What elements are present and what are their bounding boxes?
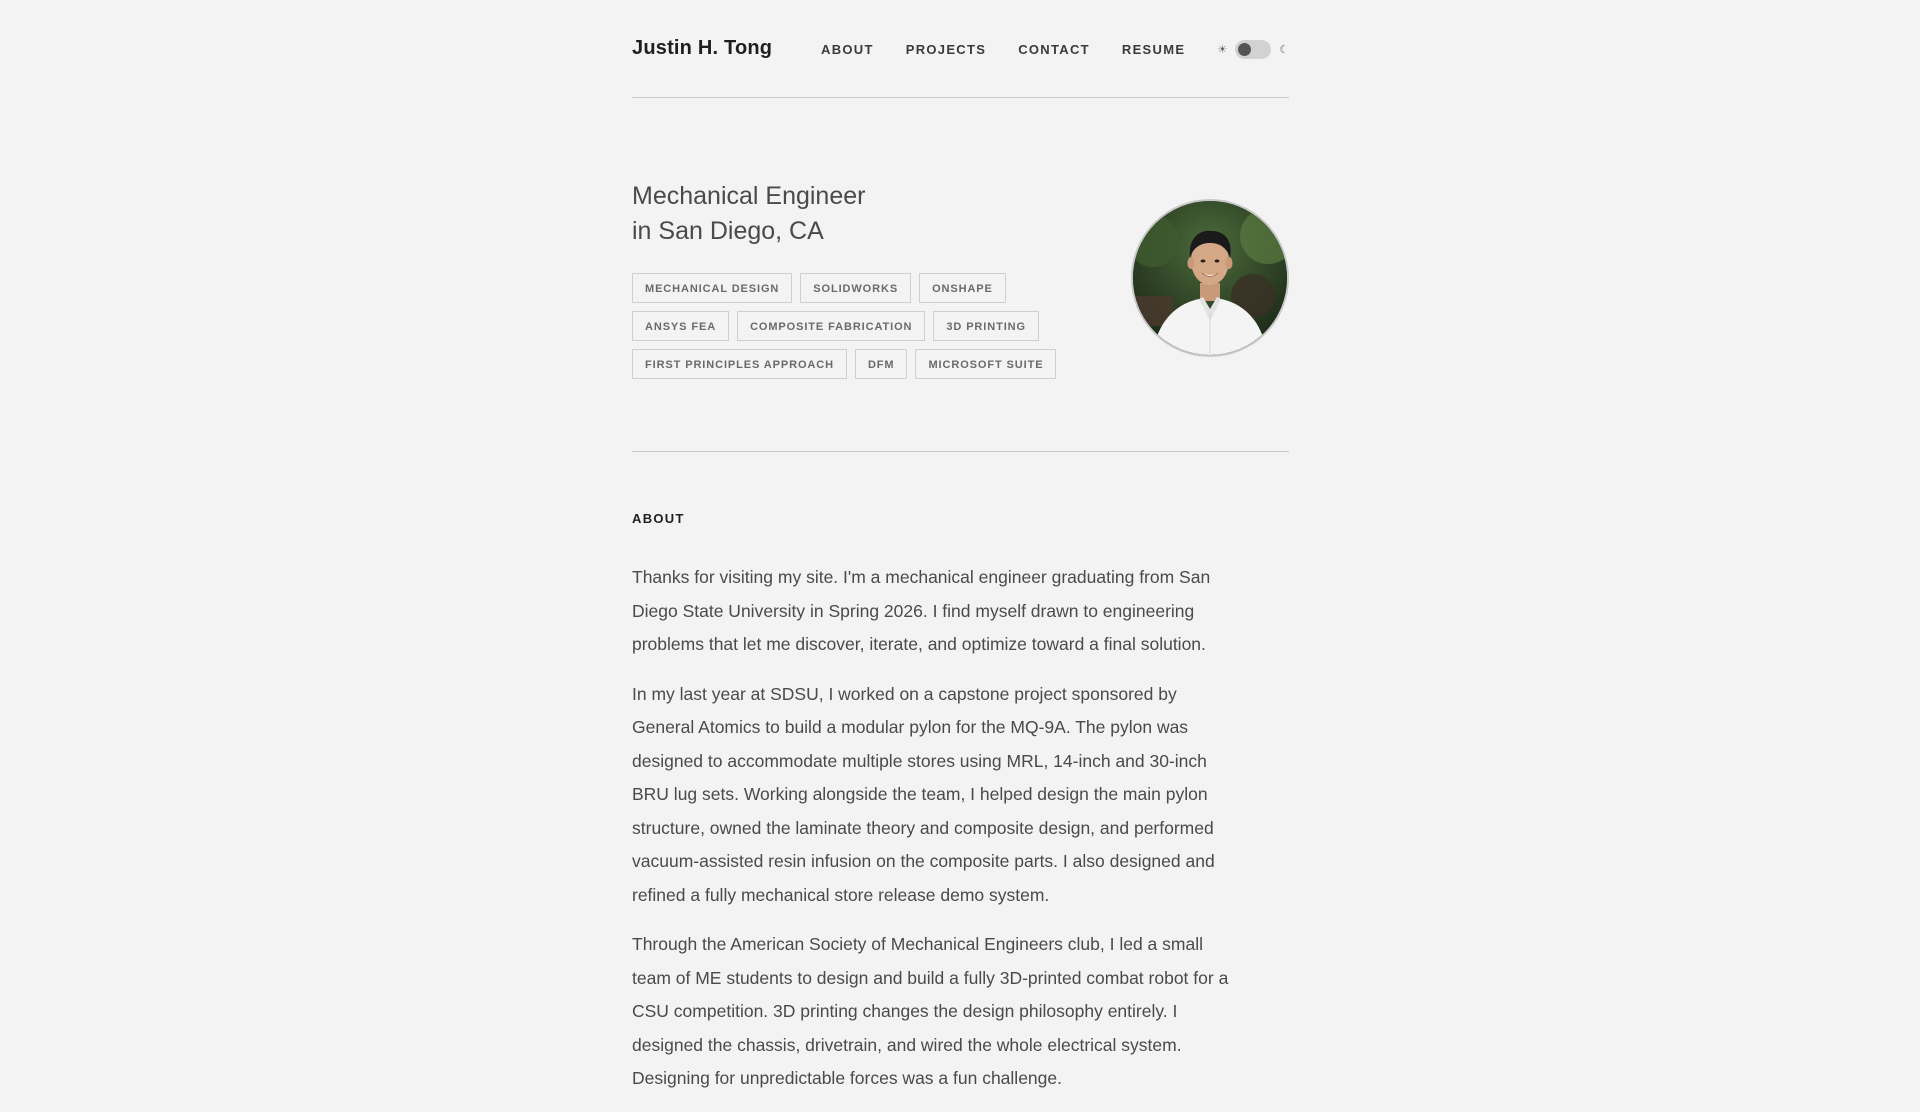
- skill-tag: MICROSOFT SUITE: [915, 349, 1056, 379]
- tag-row: [632, 349, 1072, 379]
- hero-section: [632, 98, 1289, 452]
- headline: [632, 179, 865, 249]
- switch-knob: [1238, 43, 1251, 56]
- tag-row: [632, 273, 1072, 303]
- about-paragraph: Through the American Society of Mechanical Engineers club, I led a small team of ME students to design and build a fully 3D-printed combat robot for a CSU competition. 3D printing changes the design philosophy entirely. I designed the chassis, drivetrain, and wired the whole electrical system. Designing for unpredictable forces was a fun challenge.: [632, 934, 1229, 1088]
- headline-line-1: Mechanical Engineer: [632, 182, 866, 210]
- skill-tag: 3D PRINTING: [933, 311, 1039, 341]
- profile-photo-icon: [1133, 201, 1287, 355]
- nav-contact-link[interactable]: CONTACT: [1018, 41, 1090, 57]
- site-title[interactable]: Justin H. Tong: [632, 37, 773, 59]
- main-nav: [821, 40, 1289, 59]
- site-header: [632, 0, 1289, 98]
- about-paragraph: Thanks for visiting my site. I'm a mechanical engineer graduating from San Diego State University in Spring 2026. I find myself drawn to engineering problems that let me discover, iterate, and optimize toward a final solution.: [632, 567, 1211, 654]
- theme-switch[interactable]: [1235, 40, 1271, 59]
- skill-tag: MECHANICAL DESIGN: [632, 273, 792, 303]
- sun-icon: ☀: [1217, 43, 1228, 56]
- skill-tag: COMPOSITE FABRICATION: [737, 311, 925, 341]
- skill-tag: SOLIDWORKS: [800, 273, 911, 303]
- avatar: [1131, 199, 1289, 357]
- skill-tag: ANSYS FEA: [632, 311, 729, 341]
- skill-tag: DFM: [855, 349, 908, 379]
- tag-row: [632, 311, 1072, 341]
- headline-line-2: in San Diego, CA: [632, 217, 824, 245]
- about-paragraph: In my last year at SDSU, I worked on a capstone project sponsored by General Atomics to build a modular pylon for the MQ-9A. The pylon was designed to accommodate multiple stores using MRL, 14-inch and 30-inch BRU lug sets. Working alongside the team, I helped design the main pylon structure, owned the laminate theory and composite design, and performed vacuum-assisted resin infusion on the composite parts. I also designed and refined a fully mechanical store release demo system.: [632, 683, 1215, 905]
- skill-tag: ONSHAPE: [919, 273, 1006, 303]
- skill-tag: FIRST PRINCIPLES APPROACH: [632, 349, 847, 379]
- page: [632, 0, 1290, 1088]
- theme-toggle[interactable]: [1217, 40, 1289, 59]
- nav-about-link[interactable]: ABOUT: [821, 41, 874, 57]
- moon-icon: ☾: [1279, 43, 1290, 56]
- about-title: ABOUT: [632, 511, 685, 526]
- nav-resume-link[interactable]: RESUME: [1121, 41, 1186, 57]
- skill-tags: [632, 273, 1072, 387]
- nav-projects-link[interactable]: PROJECTS: [905, 41, 987, 57]
- about-body: [632, 561, 1242, 1112]
